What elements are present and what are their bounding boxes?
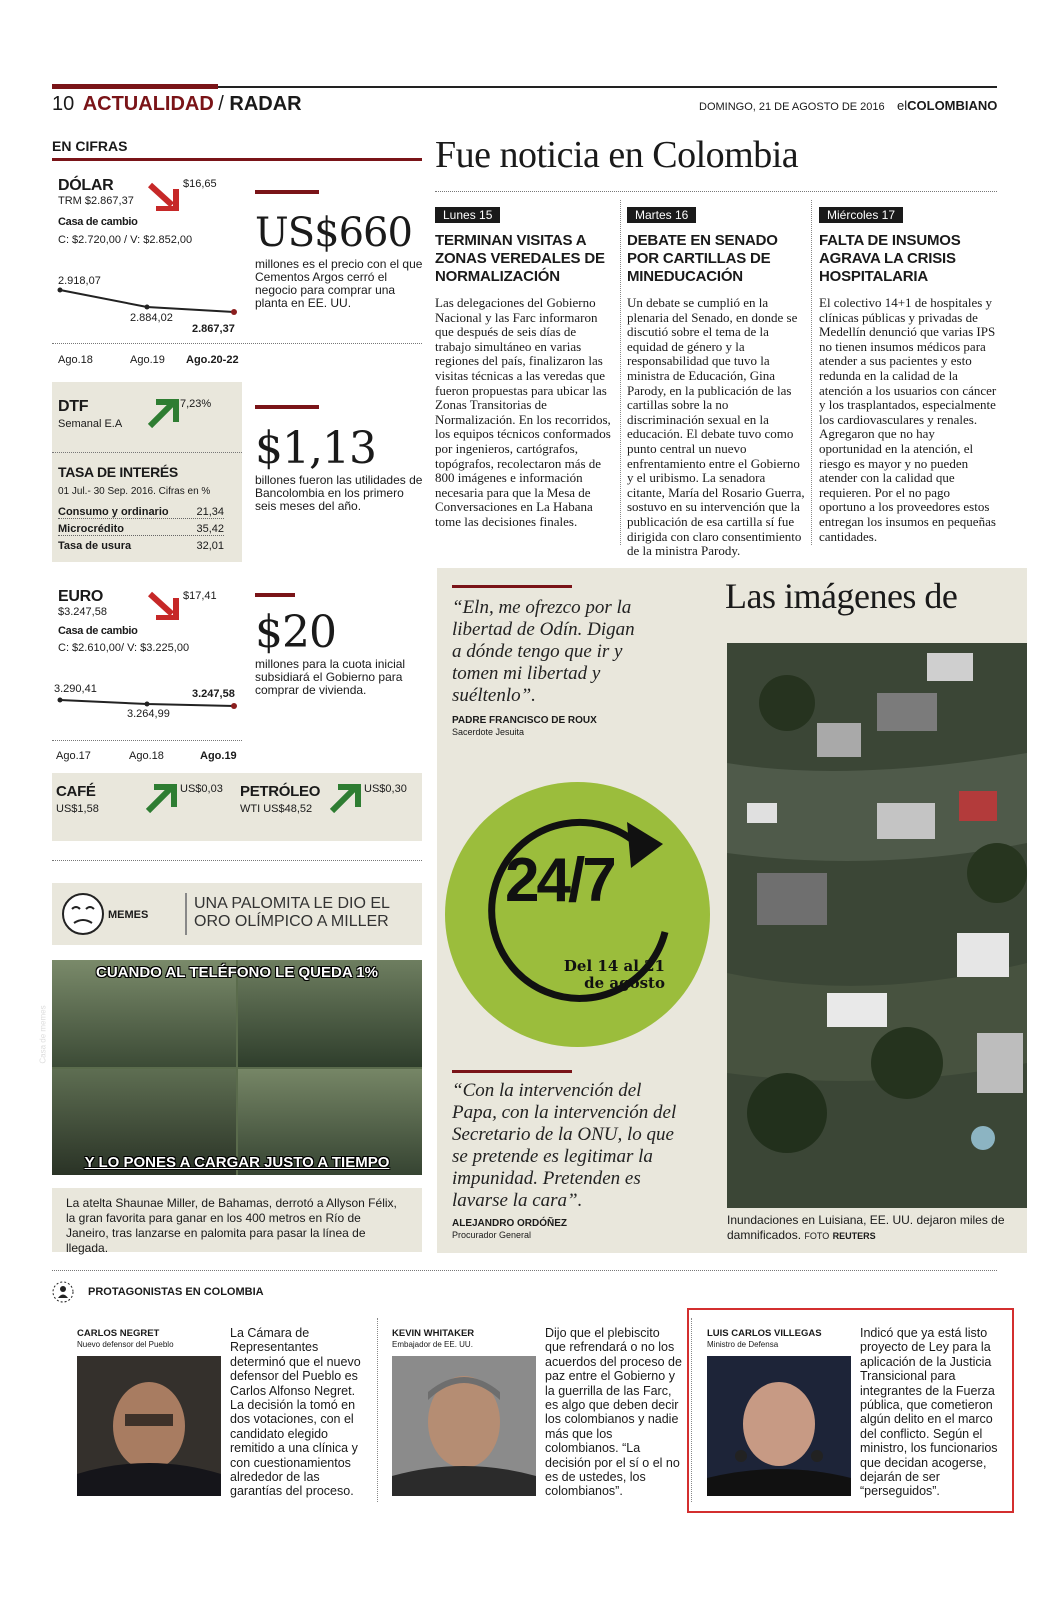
memes-header <box>52 883 422 945</box>
en-cifras-rule <box>52 158 422 161</box>
imagenes-title: Las imágenes de <box>725 576 958 616</box>
dolar-point-2: 2.884,02 <box>130 312 173 324</box>
noticia-headline: FALTA DE INSUMOS AGRAVA LA CRISIS HOSPITALARIA <box>819 232 961 285</box>
noticia-body: El colectivo 14+1 de hospitales y clínicas públicas y privadas de Medellín denunció que varias IPS no tienen insumos médicos para atender a sus pacientes y esto redunda en la calidad de la atención a los usuarios con cáncer y los trasplantados, especialmente los cardiovasculares y renales. Agregaron que no hay oportunidad en la atención, el riesgo es mayor y no pueden atender con la calidad que requieren. Por el no pago oportuno a los proveedores estos entregan los insumos en pequeñas cantidades. <box>819 295 997 544</box>
top-accent-bar <box>52 84 218 89</box>
person-name: KEVIN WHITAKER <box>392 1328 475 1339</box>
person-text: Indicó que ya está listo proyecto de Ley para la aplicación de la Justicia Transicional para integrantes de la Fuerza pública, que cometieron algún delito en el marco del conflicto. Según el ministro, los funcionarios que decidan acogerse, dejarán de ser “perseguidos”. <box>860 1326 998 1499</box>
person-text: La Cámara de Representantes determinó que el nuevo defensor del Pueblo es Carlos Alfonso Negret. La decisión la tomó en dos votaciones, con el candidato elegido remitido a una clínica y con cuestionamientos alrededor de las garantías del proceso. <box>230 1326 361 1499</box>
euro-date-2: Ago.18 <box>129 750 164 762</box>
meme-top-caption: CUANDO AL TELÉFONO LE QUEDA 1% <box>96 964 378 981</box>
petroleo-value: WTI US$48,52 <box>240 803 313 815</box>
dolar-casa-label: Casa de cambio <box>58 216 138 228</box>
arrow-up-icon <box>148 398 182 428</box>
quote-author: ALEJANDRO ORDÓÑEZ <box>452 1218 568 1229</box>
noticia-title: Fue noticia en Colombia <box>435 134 799 176</box>
euro-point-2: 3.264,99 <box>127 708 170 720</box>
euro-point-3: 3.247,58 <box>192 688 235 700</box>
euro-casa-values: C: $2.610,00/ V: $3.225,00 <box>58 642 190 654</box>
day-label: Miércoles 17 <box>819 207 903 223</box>
noticia-column <box>435 206 613 530</box>
euro-name: EURO <box>58 588 104 605</box>
brand-logo: elCOLOMBIANO <box>897 98 998 113</box>
meme-credit: Casa de memes <box>38 1005 48 1064</box>
euro-value: $3.247,58 <box>58 606 107 618</box>
person-photo <box>707 1356 851 1496</box>
dolar-trm: TRM $2.867,37 <box>58 195 134 207</box>
meme-image <box>38 960 422 1175</box>
tasa-row: Tasa de usura 32,01 <box>58 540 224 552</box>
protagonist-card <box>390 1326 685 1501</box>
noticia-headline: DEBATE EN SENADO POR CARTILLAS DE MINEDUCACIÓN <box>627 232 778 285</box>
figure-item <box>255 593 425 697</box>
day-label: Lunes 15 <box>435 207 500 223</box>
tasa-row: Consumo y ordinario 21,34 <box>58 506 224 518</box>
tasa-row: Microcrédito 35,42 <box>58 523 224 535</box>
person-text: Dijo que el plebiscito que refrendará o no los acuerdos del proceso de paz entre el Gobierno y la guerrilla de las Farc, es algo que deben decir los colombianos y nadie más que los colombianos. “La decisión por el sí o el no es de ustedes, los colombianos”. <box>545 1326 682 1499</box>
dolar-name: DÓLAR <box>58 177 114 194</box>
dolar-date-3: Ago.20-22 <box>186 354 239 366</box>
person-role: Nuevo defensor del Pueblo <box>77 1340 174 1349</box>
dtf-value: 7,23% <box>180 398 212 410</box>
badge-range: Del 14 al 21 de agosto <box>563 957 665 992</box>
figure-text: millones para la cuota inicial subsidiará el Gobierno para comprar de vivienda. <box>255 657 406 697</box>
euro-block <box>52 570 242 770</box>
person-role: Embajador de EE. UU. <box>392 1340 473 1349</box>
euro-date-1: Ago.17 <box>56 750 91 762</box>
figure-text: billones fueron las utilidades de Bancolombia en los primero seis meses del año. <box>255 473 423 513</box>
imagenes-caption: Inundaciones en Luisiana, EE. UU. dejaron miles de damnificados. FOTO REUTERS <box>727 1213 1005 1242</box>
quote-role: Procurador General <box>452 1230 532 1240</box>
header-date: DOMINGO, 21 DE AGOSTO DE 2016 <box>699 101 885 113</box>
badge-main: 24/7 <box>505 846 614 915</box>
dolar-point-1: 2.918,07 <box>58 275 101 287</box>
quote-text: “Con la intervención del Papa, con la intervención del Secretario de la ONU, lo que se pretende es legitimar la impunidad. Pretenden es lavarse la cara”. <box>452 1080 677 1211</box>
euro-point-1: 3.290,41 <box>54 683 97 695</box>
dolar-change: $16,65 <box>183 178 217 190</box>
memes-description: La atelta Shaunae Miller, de Bahamas, derrotó a Allyson Félix, la gran favorita para ganar en los 400 metros en Río de Janeiro, tras lanzarse en palomita para pasar la línea de llegada. <box>66 1196 397 1255</box>
petroleo-change: US$0,30 <box>364 783 407 795</box>
cafe-name: CAFÉ <box>56 783 96 800</box>
dolar-date-2: Ago.19 <box>130 354 165 366</box>
figure-value: $20 <box>255 607 336 658</box>
quote-text: “Eln, me ofrezco por la libertad de Odín. Digan a dónde tengo que ir y tomen mi libertad y suéltenlo”. <box>452 597 635 706</box>
noticia-body: Un debate se cumplió en la plenaria del Senado, en donde se discutió sobre el tema de la equidad de género y la responsabilidad que tuvo la ministra de Educación, Gina Parody, en la publicación de las cartillas sobre la no discriminación sexual en la educación. El debate tuvo como punto central un nuevo enfrentamiento entre el Gobierno y el uribismo. La senadora citante, María del Rosario Guerra, sostuvo en su intervención que la publicación de esa cartilla sí fue dirigida con claro consentimiento de la ministra Parody. <box>627 295 805 559</box>
dtf-sub: Semanal E.A <box>58 418 123 430</box>
page-number: 10 <box>52 93 75 115</box>
meme-face-icon <box>60 891 106 942</box>
petroleo-name: PETRÓLEO <box>240 783 321 800</box>
arrow-up-icon <box>330 783 364 813</box>
subsection-name: RADAR <box>229 93 302 115</box>
arrow-down-icon <box>148 590 182 620</box>
figure-value: US$660 <box>255 210 412 256</box>
memes-tag: MEMES <box>108 909 149 921</box>
tasa-period: 01 Jul.- 30 Sep. 2016. Cifras en % <box>58 486 211 497</box>
flood-photo <box>727 643 1027 1208</box>
memes-description-box <box>52 1188 422 1255</box>
page-header: 10 ACTUALIDAD / RADAR DOMINGO, 21 DE AGOSTO DE 2016 elCOLOMBIANO <box>52 93 998 115</box>
protagonist-card <box>705 1326 1000 1501</box>
protagonist-card <box>75 1326 370 1501</box>
person-role: Ministro de Defensa <box>707 1340 779 1349</box>
dtf-name: DTF <box>58 398 89 415</box>
person-name: CARLOS NEGRET <box>77 1328 160 1339</box>
figure-item <box>255 190 425 310</box>
memes-title: UNA PALOMITA LE DIO EL ORO OLÍMPICO A MILLER <box>194 895 390 930</box>
section-name: ACTUALIDAD <box>82 93 214 115</box>
figure-item <box>255 405 425 513</box>
dtf-tasa-block <box>52 382 242 562</box>
euro-casa-label: Casa de cambio <box>58 625 138 637</box>
commodities-block <box>52 773 422 841</box>
dolar-date-1: Ago.18 <box>58 354 93 366</box>
figure-text: millones es el precio con el que Cementos Argos cerró el negocio para comprar una planta en EE. UU. <box>255 257 423 310</box>
figure-value: $1,13 <box>255 423 376 474</box>
noticia-body: Las delegaciones del Gobierno Nacional y las Farc informaron que después de seis días de trabajo simultáneo en varias regiones del país, finalizaron las visitas técnicas a las veredas que fueron propuestas para ubicar las Zonas Transitorias de Normalización. En los recorridos, los equipos técnicos conformados por ingenieros, cartógrafos, topógrafos, recolectaron más de 800 imágenes e información necesaria para que la Mesa de Conversaciones en La Habana tome las decisiones finales. <box>435 295 611 529</box>
euro-change: $17,41 <box>183 590 217 602</box>
cafe-change: US$0,03 <box>180 783 223 795</box>
person-name: LUIS CARLOS VILLEGAS <box>707 1328 822 1339</box>
tasa-title: TASA DE INTERÉS <box>58 464 178 480</box>
arrow-down-icon <box>148 181 182 211</box>
meme-bottom-caption: Y LO PONES A CARGAR JUSTO A TIEMPO <box>84 1154 390 1171</box>
dolar-point-3: 2.867,37 <box>192 323 235 335</box>
protagonistas-title: PROTAGONISTAS EN COLOMBIA <box>88 1286 264 1298</box>
quote-author: PADRE FRANCISCO DE ROUX <box>452 715 597 726</box>
day-label: Martes 16 <box>627 207 696 223</box>
arrow-up-icon <box>146 783 180 813</box>
noticia-column <box>627 206 805 559</box>
euro-date-3: Ago.19 <box>200 750 237 762</box>
person-photo <box>77 1356 221 1496</box>
noticia-column <box>819 206 997 544</box>
dolar-casa-values: C: $2.720,00 / V: $2.852,00 <box>58 234 193 246</box>
person-photo <box>392 1356 536 1496</box>
noticia-headline: TERMINAN VISITAS A ZONAS VEREDALES DE NORMALIZACIÓN <box>435 232 605 285</box>
quote-role: Sacerdote Jesuita <box>452 727 525 737</box>
cafe-value: US$1,58 <box>56 803 99 815</box>
en-cifras-title: EN CIFRAS <box>52 138 128 154</box>
person-icon <box>52 1281 74 1308</box>
